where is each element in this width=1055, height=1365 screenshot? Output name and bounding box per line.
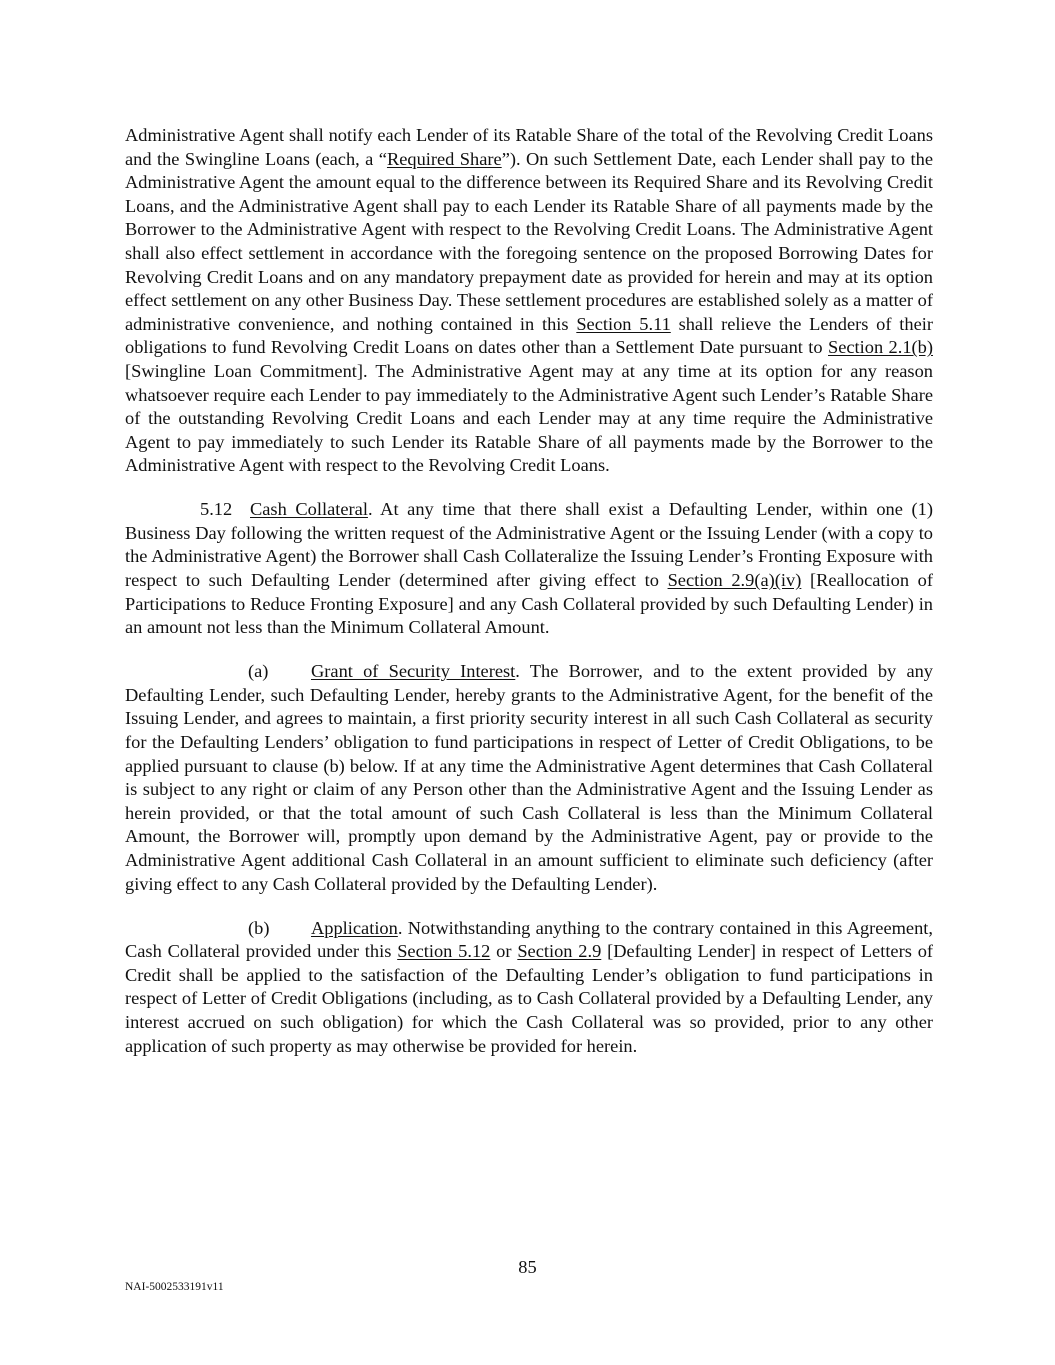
clause-a-grant-of-security-interest (125, 660, 933, 896)
text: or (490, 941, 518, 962)
defined-term-required-share: Required Share (386, 148, 502, 169)
cross-reference-section-2-9a-iv: Section 2.9(a)(iv) (667, 570, 802, 591)
text: . The Borrower, and to the extent provided by any Defaulting Lender, such Defaulting Lender, hereby grants to the Administrative Agent, for the benefit of the Issuing Lender, and agrees to maintain, a first priority security interest in all such Cash Collateral as security for the Defaulting Lenders’ obligation to fund participations in respect of Letter of Credit Obligations, to be applied pursuant to clause (b) below. If at any time the Administrative Agent determines that Cash Collateral is subject to any right or claim of any Person other than the Administrative Agent and the Issuing Lender as herein provided, or that the total amount of such Cash Collateral is less than the Minimum Collateral Amount, the Borrower will, promptly upon demand by the Administrative Agent, pay or provide to the Administrative Agent additional Cash Collateral in an amount sufficient to eliminate such deficiency (after giving effect to any Cash Collateral provided by the Defaulting Lender). (125, 661, 933, 894)
text: . Notwithstanding anything to the contrary contained in this Agreement, Cash Collateral provided under this (125, 917, 933, 962)
text: [Defaulting Lender] in respect of Letters of Credit shall be applied to the satisfaction of the Defaulting Lender’s obligation to fund participations in respect of Letter of Credit Obligations (including, as to Cash Collateral provided by a Defaulting Lender, any interest accrued on such obligation) for which the Cash Collateral was so provided, prior to any other application of such property as may otherwise be provided for herein. (125, 941, 934, 1056)
clause-heading: Application (311, 917, 398, 938)
clause-b-application (125, 917, 933, 1059)
text: [Swingline Loan Commitment]. The Administrative Agent may at any time at its option for any reason whatsoever require each Lender to pay immediately to the Administrative Agent such Lender’s Ratable Share of the outstanding Revolving Credit Loans and each Lender may at any time require the Administrative Agent to pay immediately to such Lender its Ratable Share of all payments made by the Borrower to the Administrative Agent with respect to the Revolving Credit Loans. (125, 360, 933, 476)
text: ”). On such Settlement Date, each Lender shall pay to the Administrative Agent the amount equal to the difference between its Required Share and its Revolving Credit Loans, and the Administrative Agent shall pay to each Lender its Ratable Share of all payments made by the Borrower to the Administrative Agent with respect to the Revolving Credit Loans. The Administrative Agent shall also effect settlement in accordance with the foregoing sentence on the proposed Borrowing Dates for Revolving Credit Loans and on any mandatory prepayment date as provided for herein and may at its option effect settlement on any other Business Day. These settlement procedures are established solely as a matter of administrative convenience, and nothing contained in this (125, 148, 933, 334)
text: . At any time that there shall exist a Defaulting Lender, within one (1) Business Day following the written request of the Administrative Agent or the Issuing Lender (with a copy to the Administrative Agent) the Borrower shall Cash Collateralize the Issuing Lender’s Fronting Exposure with respect to such Defaulting Lender (determined after giving effect to (125, 499, 933, 591)
section-heading: Cash Collateral (250, 499, 368, 520)
section-5-12-cash-collateral (125, 498, 933, 640)
cross-reference-section-5-11: Section 5.11 (576, 313, 671, 334)
clause-heading: Grant of Security Interest (311, 661, 516, 682)
cross-reference-section-5-12: Section 5.12 (397, 941, 491, 962)
text: Administrative Agent shall notify each Lender of its Ratable Share of the total of the Revolving Credit Loans and the Swingline Loans (each, a “ (125, 125, 933, 169)
section-number: 5.12 (200, 499, 233, 520)
text: shall relieve the Lenders of their obligations to fund Revolving Credit Loans on dates other than a Settlement Date pursuant to (125, 313, 933, 358)
page-number: 85 (518, 1257, 537, 1277)
clause-label: (a) (248, 661, 269, 682)
document-id: NAI-5002533191v11 (125, 1281, 224, 1293)
cross-reference-section-2-1b: Section 2.1(b) (828, 337, 933, 358)
cross-reference-section-2-9: Section 2.9 (517, 941, 602, 962)
document-body (125, 124, 933, 1079)
text: [Reallocation of Participations to Reduce Fronting Exposure] and any Cash Collateral provided by such Defaulting Lender) in an amount not less than the Minimum Collateral Amount. (125, 570, 933, 638)
paragraph-settlement (125, 124, 933, 478)
clause-label: (b) (248, 917, 270, 938)
